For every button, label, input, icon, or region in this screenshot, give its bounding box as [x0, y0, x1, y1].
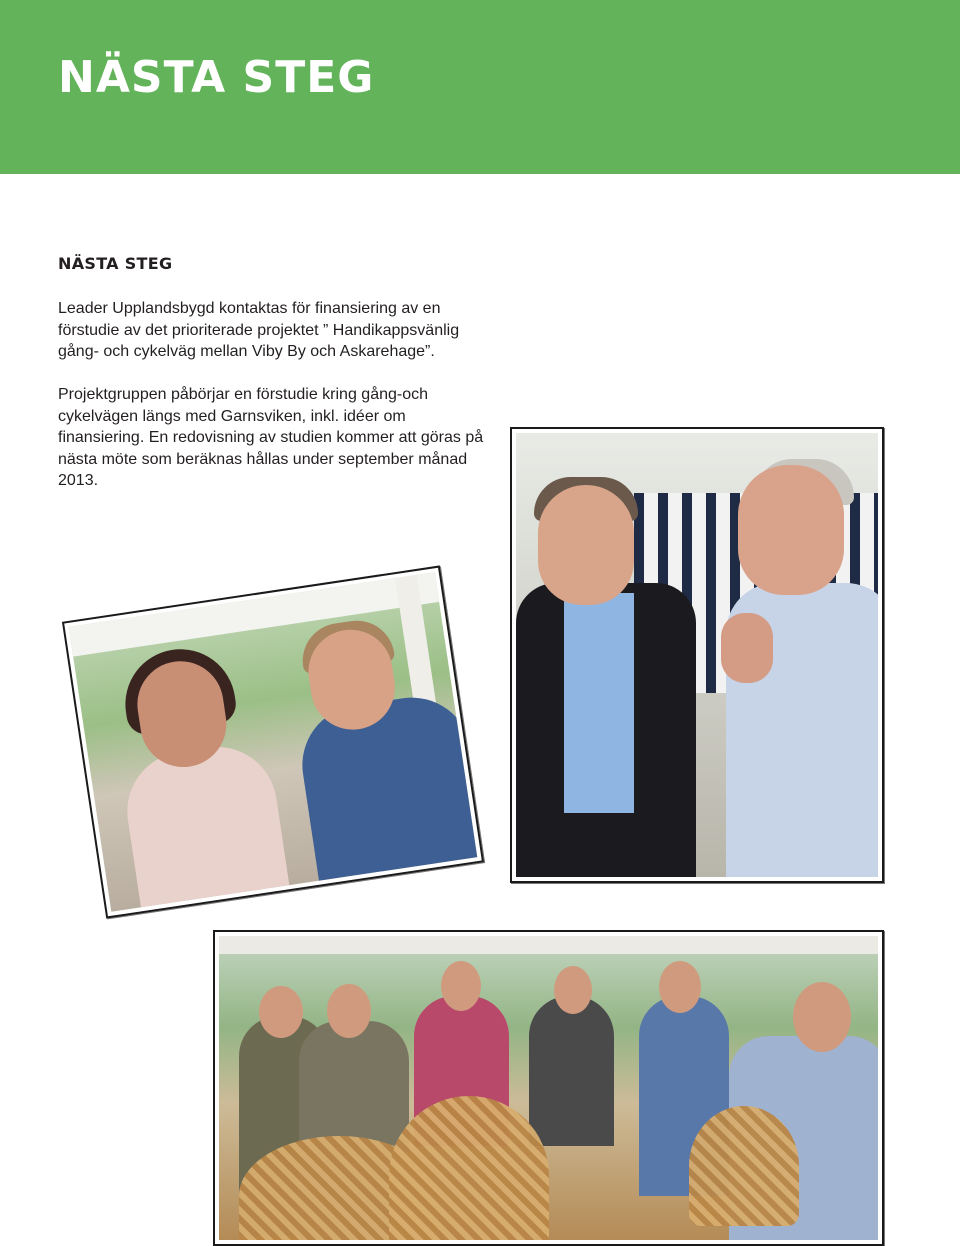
- paragraph-prestudy: Projektgruppen påbörjar en förstudie kring gång-och cykelvägen längs med Garnsviken, inkl. idéer om finansiering. En redovisning av studien kommer att göras på nästa möte som beräknas hållas under september månad 2013.: [58, 386, 484, 489]
- paragraph-funding: Leader Upplandsbygd kontaktas för finansiering av en förstudie av det prioriterade projektet ” Handikappsvänlig gång- och cykelväg mellan Viby By och Askarehage”.: [58, 300, 460, 360]
- photo-group-meeting: [213, 930, 884, 1246]
- title-banner: [0, 0, 960, 174]
- photo-two-men-talking: [510, 427, 884, 883]
- section-heading: NÄSTA STEG: [58, 254, 173, 273]
- photo-two-women-talking: [62, 565, 484, 918]
- page-title: NÄSTA STEG: [58, 52, 375, 103]
